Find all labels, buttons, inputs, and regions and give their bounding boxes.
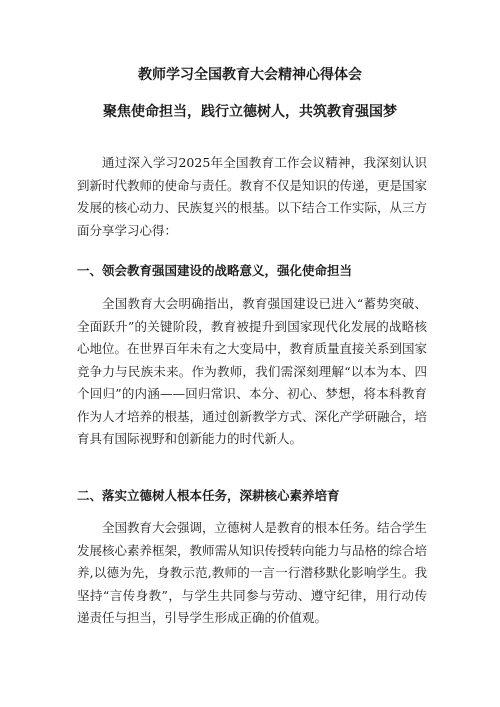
intro-paragraph: 通过深入学习2025年全国教育工作会议精神，我深刻认识到新时代教师的使命与责任。教育不仅是知识的传递，更是国家发展的核心动力、民族复兴的根基。以下结合工作实际，从三方面分享学习心得： bbox=[77, 155, 428, 238]
section-body-2: 全国教育大会强调，立德树人是教育的根本任务。结合学生发展核心素养框架，教师需从知识传授转向能力与品格的综合培养,以德为先，身教示范,教师的一言一行潜移默化影响学生。我坚持“言传身教”，与学生共同参与劳动、遵守纪律，用行动传递责任与担当，引导学生形成正确的价值观。 bbox=[77, 520, 428, 625]
document-subtitle: 聚焦使命担当，践行立德树人，共筑教育强国梦 bbox=[103, 104, 397, 120]
document-title: 教师学习全国教育大会精神心得体会 bbox=[138, 67, 362, 83]
section-body-1: 全国教育大会明确指出，教育强国建设已进入“蓄势突破、全面跃升”的关键阶段，教育被提升到国家现代化发展的战略核心地位。在世界百年未有之大变局中，教育质量直接关系到国家竞争力与民族未来。作为教师，我们需深刻理解“以本为本、四个回归”的内涵——回归常识、本分、初心、梦想，将本科教育作为人才培养的根基，通过创新教学方式、深化产学研融合，培育具有国际视野和创新能力的时代新人。 bbox=[77, 296, 428, 446]
section-heading-2: 二、落实立德树人根本任务，深耕核心素养培育 bbox=[77, 488, 340, 503]
section-heading-1: 一、领会教育强国建设的战略意义，强化使命担当 bbox=[77, 263, 353, 278]
